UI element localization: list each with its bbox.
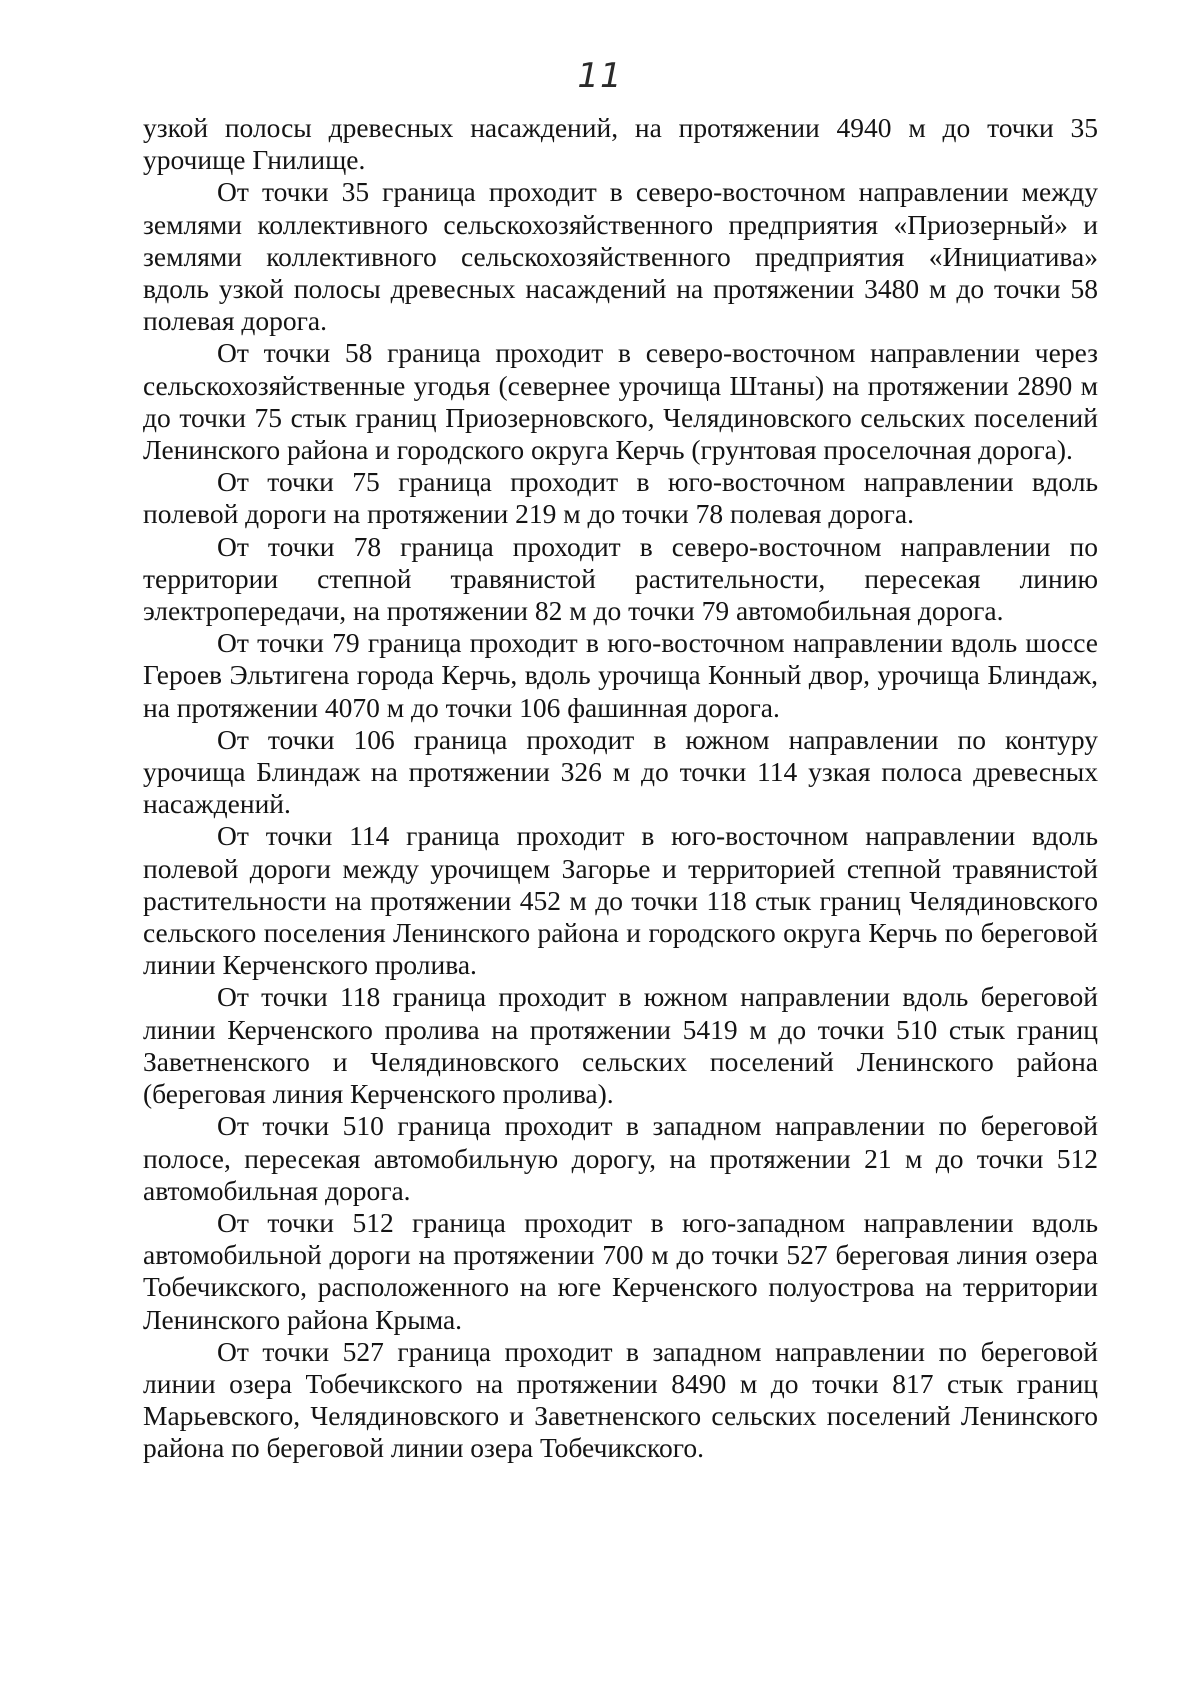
paragraph-point-118: От точки 118 граница проходит в южном направлении вдоль береговой линии Керченского пролива на протяжении 5419 м до точки 510 стык границ Заветненского и Челядиновского сельских поселений Ленинского района (береговая линия Керченского пролива). xyxy=(143,981,1098,1110)
paragraph-point-512: От точки 512 граница проходит в юго-западном направлении вдоль автомобильной дороги на протяжении 700 м до точки 527 береговая линия озера Тобечикского, расположенного на юге Керченского полуострова на территории Ленинского района Крыма. xyxy=(143,1206,1098,1335)
page-number: 11 xyxy=(577,56,623,96)
paragraph-point-510: От точки 510 граница проходит в западном направлении по береговой полосе, пересекая автомобильную дорогу, на протяжении 21 м до точки 512 автомобильная дорога. xyxy=(143,1110,1098,1206)
paragraph-point-79: От точки 79 граница проходит в юго-восточном направлении вдоль шоссе Героев Эльтигена города Керчь, вдоль урочища Конный двор, урочища Блиндаж, на протяжении 4070 м до точки 106 фашинная дорога. xyxy=(143,627,1098,723)
paragraph-point-114: От точки 114 граница проходит в юго-восточном направлении вдоль полевой дороги между урочищем Загорье и территорией степной травянистой растительности на протяжении 452 м до точки 118 стык границ Челядиновского сельского поселения Ленинского района и городского округа Керчь по береговой линии Керченского пролива. xyxy=(143,820,1098,981)
paragraph-point-58: От точки 58 граница проходит в северо-восточном направлении через сельскохозяйственные угодья (севернее урочища Штаны) на протяжении 2890 м до точки 75 стык границ Приозерновского, Челядиновского сельских поселений Ленинского района и городского округа Керчь (грунтовая проселочная дорога). xyxy=(143,337,1098,466)
paragraph-point-78: От точки 78 граница проходит в северо-восточном направлении по территории степной травянистой растительности, пересекая линию электропередачи, на протяжении 82 м до точки 79 автомобильная дорога. xyxy=(143,530,1098,627)
paragraph-point-527: От точки 527 граница проходит в западном направлении по береговой линии озера Тобечикского на протяжении 8490 м до точки 817 стык границ Марьевского, Челядиновского и Заветненского сельских поселений Ленинского района по береговой линии озера Тобечикского. xyxy=(143,1335,1098,1464)
paragraph-point-106: От точки 106 граница проходит в южном направлении по контуру урочища Блиндаж на протяжении 326 м до точки 114 узкая полоса древесных насаждений. xyxy=(143,723,1098,820)
paragraph-point-75: От точки 75 граница проходит в юго-восточном направлении вдоль полевой дороги на протяжении 219 м до точки 78 полевая дорога. xyxy=(143,466,1098,530)
paragraph-continuation: узкой полосы древесных насаждений, на протяжении 4940 м до точки 35 урочище Гнилище. xyxy=(143,112,1098,176)
document-body xyxy=(143,112,1098,1465)
paragraph-point-35: От точки 35 граница проходит в северо-восточном направлении между землями коллективного сельскохозяйственного предприятия «Приозерный» и землями коллективного сельскохозяйственного предприятия «Инициатива» вдоль узкой полосы древесных насаждений на протяжении 3480 м до точки 58 полевая дорога. xyxy=(143,176,1098,337)
